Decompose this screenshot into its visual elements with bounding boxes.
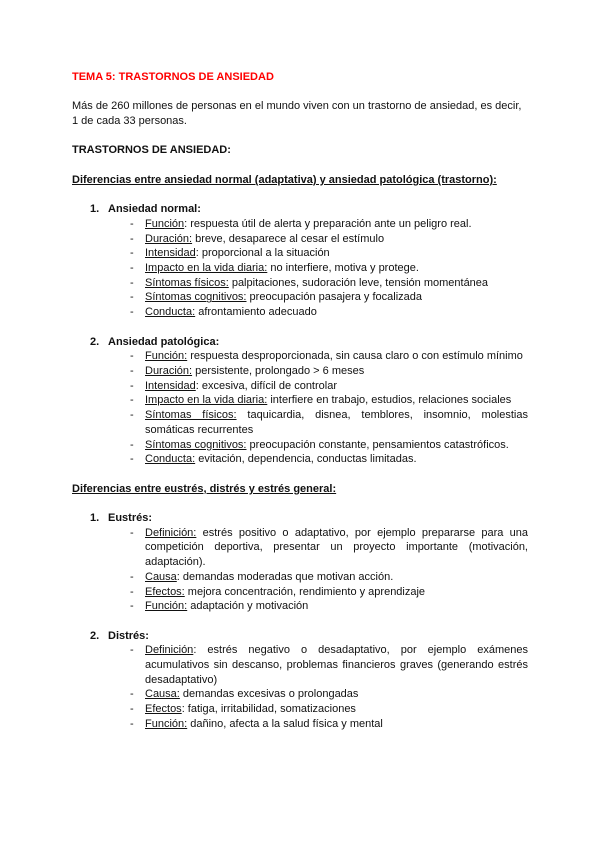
bullet-text: preocupación constante, pensamientos catastróficos. [246,438,509,451]
list-item [130,599,528,614]
bullet-key: Duración: [145,232,193,245]
bullet-key: Síntomas cognitivos: [145,438,247,451]
bullet-key: Intensidad [145,247,196,260]
bullet-key: Conducta: [145,306,196,319]
item-number: 1. [90,511,100,524]
bullet-key: Efectos: [145,585,185,598]
list-item [130,643,528,687]
bullet-key: Impacto en la vida diaria: [145,394,268,407]
bullet-key: Función: [145,350,188,363]
sections [72,173,528,732]
list-item [130,687,528,702]
document-page [72,70,528,732]
bullet-key: Síntomas cognitivos: [145,291,247,304]
list-item [130,261,528,276]
list-item [130,379,528,394]
bullet-key: Síntomas físicos: [145,276,229,289]
bullet-list [72,526,528,614]
list-item [130,290,528,305]
bullet-text: : proporcional a la situación [195,247,330,260]
bullet-text: : fatiga, irritabilidad, somatizaciones [181,703,356,716]
bullet-key: Intensidad [145,379,196,392]
bullet-key: Definición: [145,526,197,539]
item-label: Eustrés: [108,511,153,524]
bullet-list [72,643,528,731]
list-item [130,585,528,600]
list-item [130,438,528,453]
bullet-text: demandas excesivas o prolongadas [179,688,359,701]
section-heading: Diferencias entre ansiedad normal (adaptativa) y ansiedad patológica (trastorno): [72,173,497,186]
bullet-text: taquicardia, disnea, temblores, insomnio, molestias somáticas recurrentes [145,409,528,436]
numbered-item-heading [72,511,528,526]
list-item [130,364,528,379]
bullet-text: afrontamiento adecuado [195,306,317,319]
list-item [130,232,528,247]
item-number: 2. [90,629,100,642]
bullet-list [72,349,528,467]
section-heading: Diferencias entre eustrés, distrés y estrés general: [72,482,337,495]
bullet-text: : estrés negativo o desadaptativo, por ejemplo exámenes acumulativos sin descanso, problemas financieros graves (generando estrés desadaptativo) [145,644,528,686]
item-number: 2. [90,335,100,348]
list-item [130,408,528,437]
bullet-text: : respuesta útil de alerta y preparación ante un peligro real. [184,217,472,230]
list-item [130,217,528,232]
list-item [130,246,528,261]
bullet-text: palpitaciones, sudoración leve, tensión momentánea [228,276,489,289]
bullet-key: Función: [145,600,188,613]
bullet-text: evitación, dependencia, conductas limitadas. [195,453,417,466]
bullet-key: Función: [145,717,188,730]
bullet-key: Síntomas físicos: [145,409,237,422]
bullet-text: mejora concentración, rendimiento y aprendizaje [184,585,426,598]
list-item [130,526,528,570]
list-item [130,305,528,320]
bullet-key: Definición [145,644,194,657]
bullet-key: Conducta: [145,453,196,466]
bullet-text: dañino, afecta a la salud física y mental [187,717,383,730]
bullet-key: Duración: [145,364,193,377]
bullet-text: persistente, prolongado > 6 meses [192,364,365,377]
numbered-item-heading [72,629,528,644]
bullet-list [72,217,528,320]
list-item [130,452,528,467]
item-label: Ansiedad patológica: [108,335,220,348]
bullet-text: preocupación pasajera y focalizada [246,291,423,304]
item-number: 1. [90,203,100,216]
list-item [130,276,528,291]
list-item [130,570,528,585]
bullet-text: estrés positivo o adaptativo, por ejemplo prepararse para una competición deportiva, presentar un proyecto importante (motivación, adaptación). [145,526,528,569]
bullet-key: Impacto en la vida diaria: [145,262,268,275]
bullet-text: breve, desaparece al cesar el estímulo [192,232,385,245]
bullet-key: Causa: [145,688,180,701]
intro-paragraph: Más de 260 millones de personas en el mundo viven con un trastorno de ansiedad, es decir, 1 de cada 33 personas. [72,100,522,128]
bullet-text: respuesta desproporcionada, sin causa claro o con estímulo mínimo [187,350,523,363]
numbered-item-heading [72,202,528,217]
bullet-text: : demandas moderadas que motivan acción. [176,570,394,583]
bullet-key: Efectos [145,703,182,716]
list-item [130,717,528,732]
bullet-text: interfiere en trabajo, estudios, relaciones sociales [267,394,512,407]
numbered-item-heading [72,335,528,350]
bullet-text: : excesiva, difícil de controlar [195,379,337,392]
list-item [130,702,528,717]
item-label: Ansiedad normal: [108,203,201,216]
main-heading: TRASTORNOS DE ANSIEDAD: [72,144,231,157]
item-label: Distrés: [108,629,149,642]
list-item [130,393,528,408]
bullet-text: adaptación y motivación [187,600,309,613]
list-item [130,349,528,364]
bullet-key: Causa [145,570,177,583]
bullet-text: no interfiere, motiva y protege. [267,262,419,275]
document-title: TEMA 5: TRASTORNOS DE ANSIEDAD [72,71,274,83]
bullet-key: Función [145,217,185,230]
